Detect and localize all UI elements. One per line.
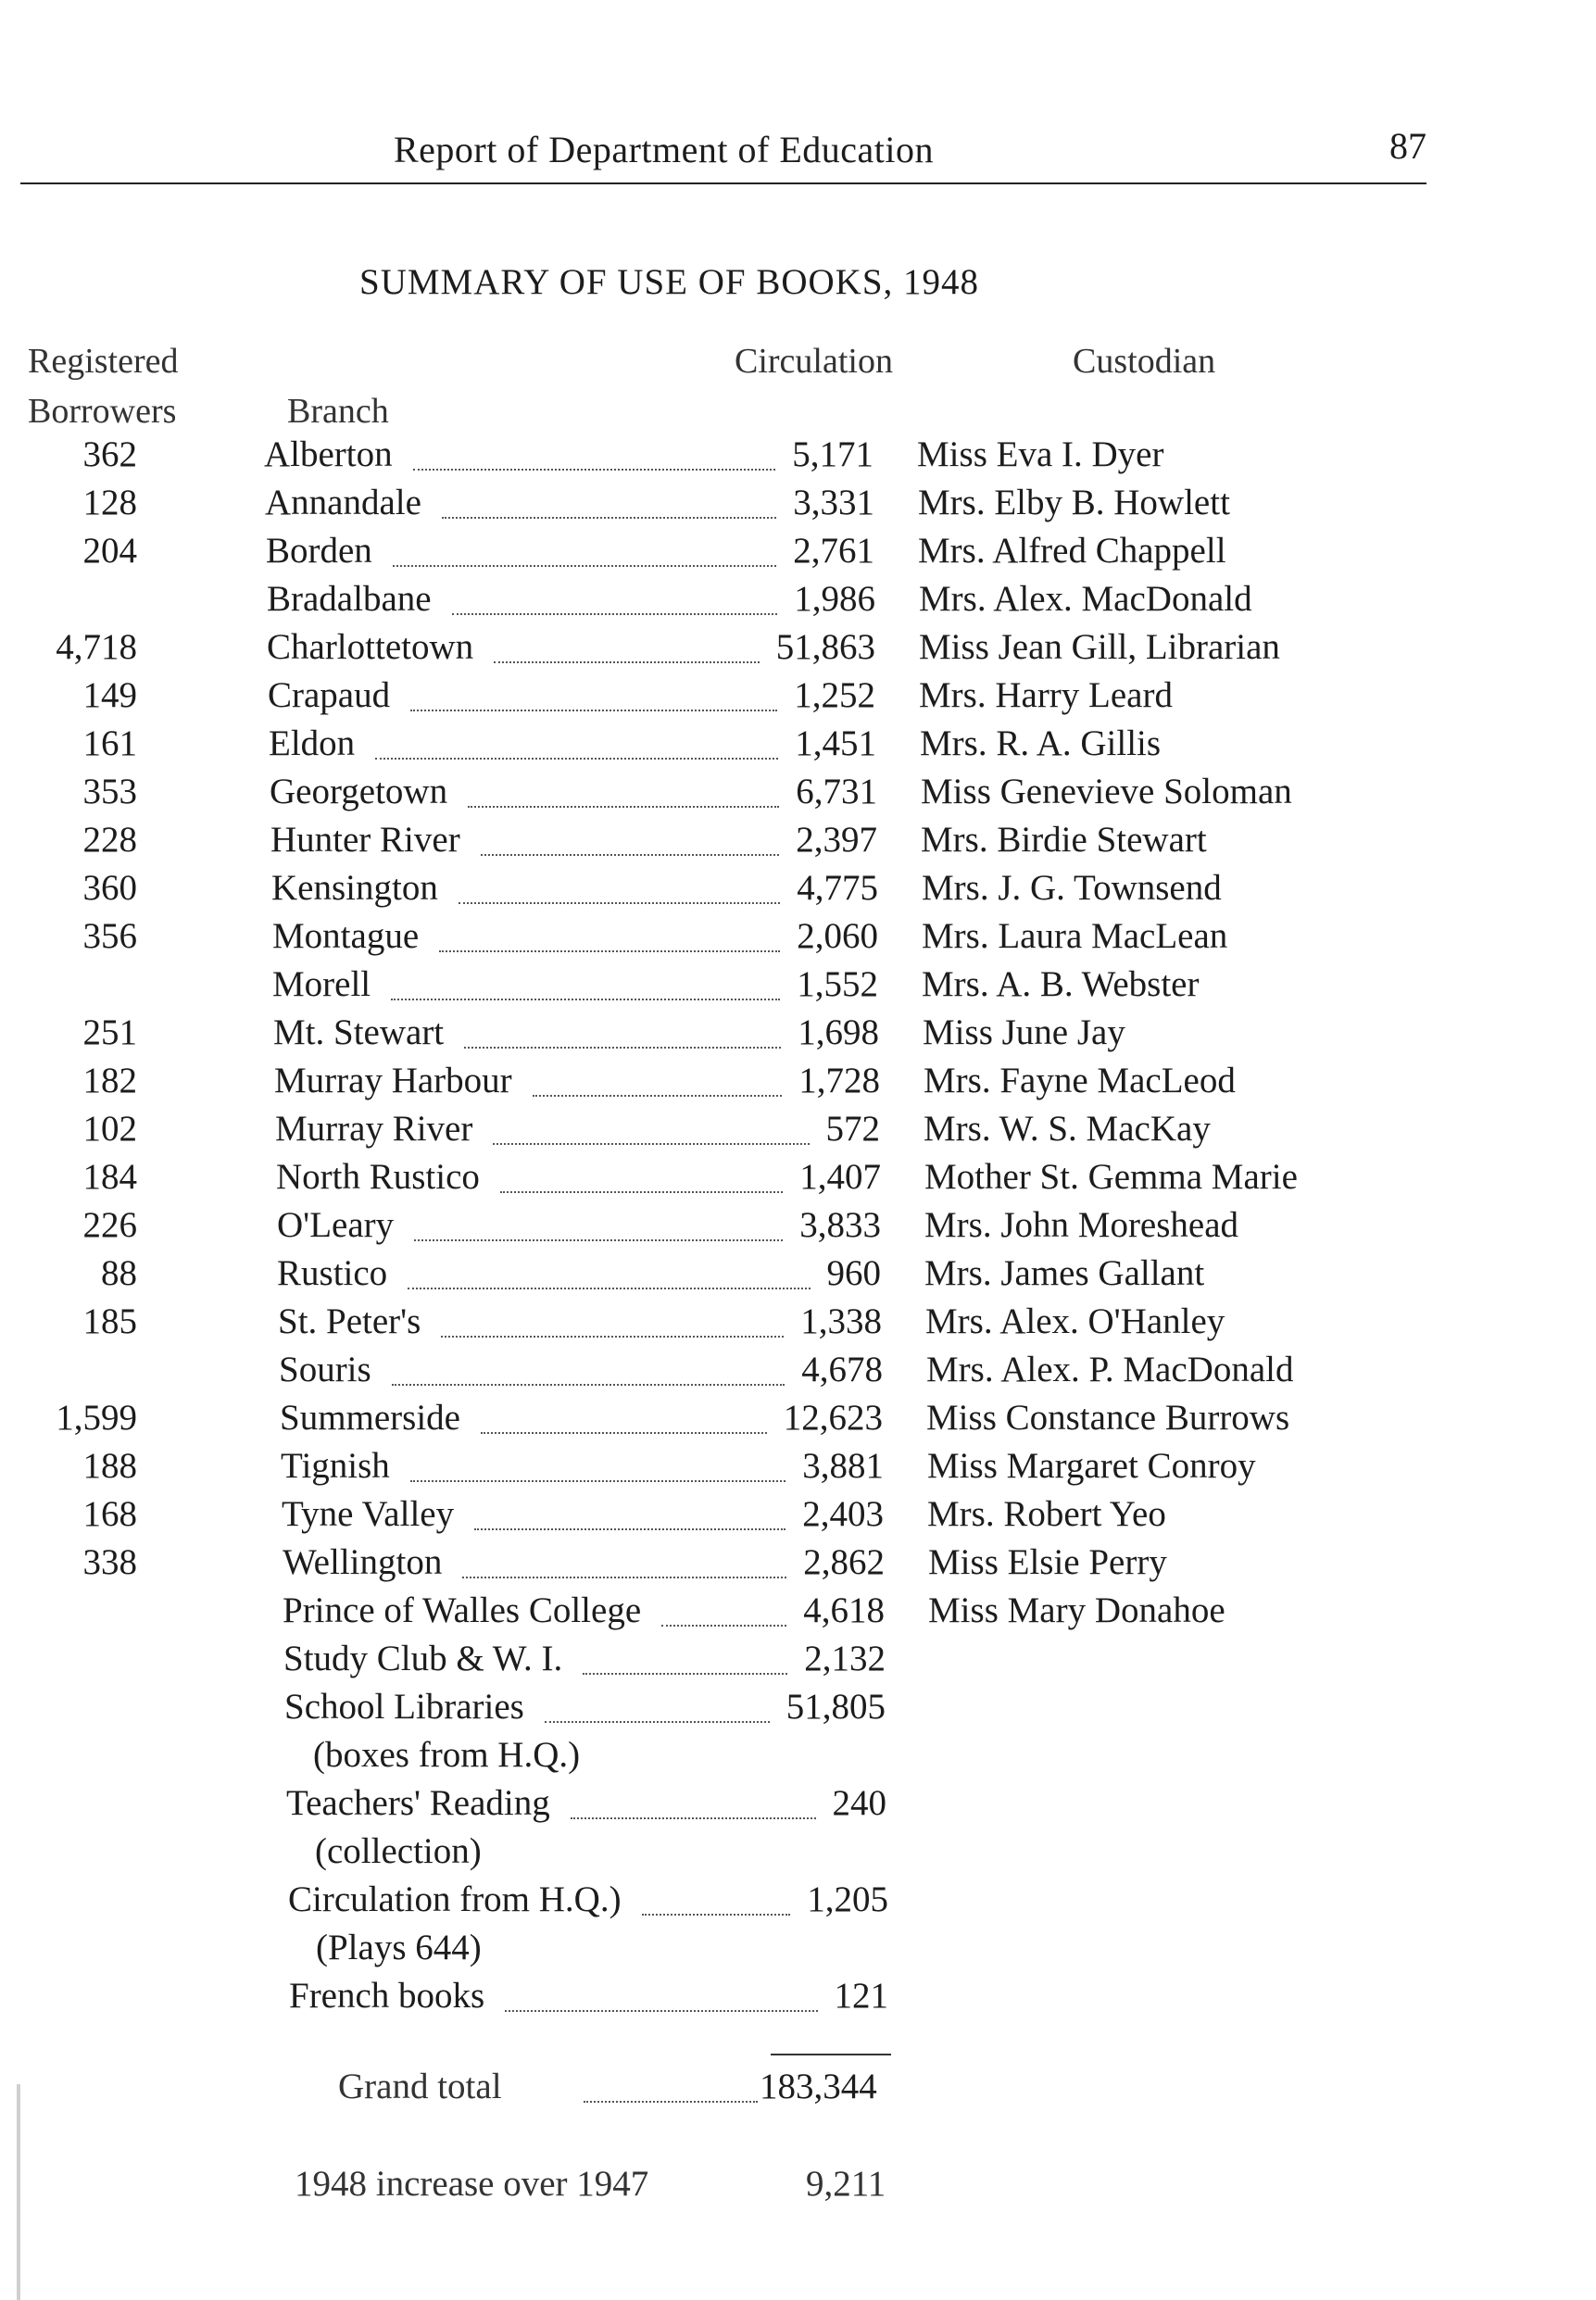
custodian-cell: Mrs. Harry Leard bbox=[919, 675, 1173, 715]
branch-cell: Morell bbox=[272, 964, 371, 1004]
branch-cell: Borden bbox=[266, 531, 372, 571]
table-row bbox=[0, 530, 1596, 578]
branch-cell: Bradalbane bbox=[267, 579, 432, 619]
dot-leader bbox=[468, 806, 779, 808]
custodian-cell: Mrs. Elby B. Howlett bbox=[918, 483, 1230, 522]
dot-leader bbox=[505, 2010, 817, 2012]
branch-cell: Alberton bbox=[264, 434, 393, 474]
table-row bbox=[0, 819, 1596, 867]
circulation-cell: 1,698 bbox=[798, 1012, 879, 1052]
increase-label: 1948 increase over 1947 bbox=[295, 2164, 649, 2204]
column-header-circulation: Circulation bbox=[735, 342, 893, 381]
custodian-cell: Mrs. Alex. O'Hanley bbox=[925, 1301, 1225, 1341]
dot-leader bbox=[452, 613, 778, 615]
circulation-cell: 240 bbox=[832, 1783, 886, 1823]
branch-cell: Georgetown bbox=[270, 772, 448, 811]
branch-cell: Tignish bbox=[281, 1446, 390, 1486]
branch-cell: (Plays 644) bbox=[316, 1928, 482, 1967]
custodian-cell: Miss Elsie Perry bbox=[928, 1542, 1167, 1582]
branch-cell: Eldon bbox=[269, 723, 356, 763]
branch-cell: Wellington bbox=[283, 1542, 443, 1582]
registered-borrowers-cell: 251 bbox=[82, 1012, 137, 1052]
custodian-cell: Miss Constance Burrows bbox=[926, 1398, 1290, 1438]
branch-cell: (collection) bbox=[315, 1831, 482, 1871]
registered-borrowers-cell: 184 bbox=[82, 1157, 137, 1197]
custodian-cell: Mrs. James Gallant bbox=[924, 1253, 1205, 1293]
page-title: SUMMARY OF USE OF BOOKS, 1948 bbox=[359, 262, 980, 302]
circulation-cell: 3,331 bbox=[793, 483, 874, 522]
circulation-cell: 1,728 bbox=[798, 1061, 880, 1100]
circulation-cell: 1,451 bbox=[795, 723, 876, 763]
dot-leader bbox=[391, 999, 780, 1000]
branch-cell: Hunter River bbox=[270, 820, 460, 860]
registered-borrowers-cell: 188 bbox=[82, 1446, 137, 1486]
dot-leader bbox=[661, 1625, 786, 1627]
registered-borrowers-cell: 185 bbox=[82, 1301, 137, 1341]
dot-leader bbox=[375, 758, 778, 760]
circulation-cell: 1,986 bbox=[794, 579, 875, 619]
branch-cell: Teachers' Reading bbox=[286, 1783, 550, 1823]
dot-leader bbox=[481, 854, 780, 856]
custodian-cell: Mrs. John Moreshead bbox=[924, 1205, 1239, 1245]
dot-leader bbox=[464, 1047, 781, 1049]
dot-leader bbox=[441, 1336, 784, 1338]
branch-cell: Murray River bbox=[275, 1109, 473, 1149]
branch-cell: Summerside bbox=[280, 1398, 460, 1438]
custodian-cell: Mrs. Alex. MacDonald bbox=[919, 579, 1252, 619]
custodian-cell: Mrs. Birdie Stewart bbox=[921, 820, 1207, 860]
registered-borrowers-cell: 204 bbox=[82, 531, 137, 571]
branch-cell: Murray Harbour bbox=[274, 1061, 512, 1100]
circulation-cell: 51,805 bbox=[785, 1687, 886, 1727]
registered-borrowers-cell: 228 bbox=[82, 820, 137, 860]
dot-leader bbox=[410, 710, 777, 711]
table-row bbox=[0, 1638, 1596, 1686]
scan-edge-shadow bbox=[17, 2084, 20, 2300]
circulation-cell: 3,881 bbox=[802, 1446, 884, 1486]
registered-borrowers-cell: 182 bbox=[82, 1061, 137, 1100]
branch-cell: O'Leary bbox=[277, 1205, 395, 1245]
table-row bbox=[0, 1830, 1596, 1879]
branch-cell: Souris bbox=[279, 1350, 371, 1389]
column-header-borrowers: Borrowers bbox=[28, 392, 177, 431]
circulation-cell: 1,252 bbox=[794, 675, 875, 715]
registered-borrowers-cell: 226 bbox=[82, 1205, 137, 1245]
table-row bbox=[0, 1493, 1596, 1541]
dot-leader bbox=[392, 1384, 785, 1386]
registered-borrowers-cell: 168 bbox=[82, 1494, 137, 1534]
branch-cell: Montague bbox=[272, 916, 420, 956]
circulation-cell: 1,552 bbox=[797, 964, 878, 1004]
table-row bbox=[0, 1927, 1596, 1975]
custodian-cell: Mrs. Fayne MacLeod bbox=[924, 1061, 1236, 1100]
custodian-cell: Mrs. R. A. Gillis bbox=[920, 723, 1162, 763]
table-row bbox=[0, 1204, 1596, 1252]
dot-leader bbox=[408, 1288, 810, 1289]
table-row bbox=[0, 1349, 1596, 1397]
column-header-branch: Branch bbox=[287, 392, 389, 431]
grand-total-label: Grand total bbox=[338, 2067, 502, 2106]
dot-leader bbox=[462, 1577, 786, 1578]
custodian-cell: Mrs. W. S. MacKay bbox=[924, 1109, 1211, 1149]
registered-borrowers-cell: 102 bbox=[82, 1109, 137, 1149]
circulation-cell: 2,761 bbox=[793, 531, 874, 571]
column-header-custodian: Custodian bbox=[1073, 342, 1216, 381]
circulation-cell: 4,618 bbox=[803, 1590, 885, 1630]
registered-borrowers-cell: 161 bbox=[82, 723, 137, 763]
branch-cell: Annandale bbox=[265, 483, 421, 522]
circulation-cell: 6,731 bbox=[796, 772, 877, 811]
branch-cell: Kensington bbox=[271, 868, 438, 908]
table-row bbox=[0, 578, 1596, 626]
dot-leader bbox=[439, 950, 780, 952]
registered-borrowers-cell: 362 bbox=[82, 434, 137, 474]
table-row bbox=[0, 1686, 1596, 1734]
branch-cell: St. Peter's bbox=[278, 1301, 421, 1341]
column-header-registered: Registered bbox=[28, 342, 179, 381]
registered-borrowers-cell: 4,718 bbox=[56, 627, 137, 667]
table-row bbox=[0, 963, 1596, 1012]
table-row bbox=[0, 674, 1596, 723]
table-row bbox=[0, 1734, 1596, 1782]
custodian-cell: Miss Mary Donahoe bbox=[928, 1590, 1225, 1630]
branch-cell: Rustico bbox=[277, 1253, 388, 1293]
table-row bbox=[0, 771, 1596, 819]
branch-cell: Charlottetown bbox=[267, 627, 474, 667]
branch-cell: Tyne Valley bbox=[282, 1494, 455, 1534]
table-row bbox=[0, 1397, 1596, 1445]
custodian-cell: Mother St. Gemma Marie bbox=[924, 1157, 1298, 1197]
custodian-cell: Miss June Jay bbox=[923, 1012, 1125, 1052]
dot-leader bbox=[545, 1721, 770, 1723]
circulation-cell: 4,678 bbox=[801, 1350, 883, 1389]
dot-leader bbox=[481, 1432, 767, 1434]
table-row bbox=[0, 1541, 1596, 1590]
table-row bbox=[0, 1156, 1596, 1204]
circulation-cell: 2,132 bbox=[804, 1639, 886, 1678]
circulation-cell: 5,171 bbox=[792, 434, 873, 474]
grand-total-leader bbox=[584, 2101, 758, 2103]
dot-leader bbox=[442, 517, 776, 519]
branch-cell: Mt. Stewart bbox=[273, 1012, 445, 1052]
running-head: Report of Department of Education bbox=[394, 129, 934, 170]
header-rule bbox=[20, 182, 1426, 184]
table-row bbox=[0, 1782, 1596, 1830]
page-number: 87 bbox=[1389, 125, 1426, 167]
circulation-cell: 2,060 bbox=[797, 916, 878, 956]
circulation-cell: 3,833 bbox=[799, 1205, 881, 1245]
circulation-cell: 1,407 bbox=[799, 1157, 881, 1197]
circulation-cell: 572 bbox=[825, 1109, 880, 1149]
dot-leader bbox=[494, 661, 760, 663]
dot-leader bbox=[474, 1528, 785, 1530]
branch-cell: French books bbox=[289, 1976, 485, 2016]
branch-cell: Study Club & W. I. bbox=[283, 1639, 563, 1678]
custodian-cell: Mrs. Laura MacLean bbox=[922, 916, 1228, 956]
table-row bbox=[0, 1879, 1596, 1927]
branch-cell: (boxes from H.Q.) bbox=[313, 1735, 581, 1775]
circulation-cell: 2,397 bbox=[796, 820, 877, 860]
dot-leader bbox=[533, 1095, 783, 1097]
table-row bbox=[0, 1590, 1596, 1638]
circulation-cell: 2,403 bbox=[802, 1494, 884, 1534]
registered-borrowers-cell: 356 bbox=[82, 916, 137, 956]
circulation-cell: 1,338 bbox=[800, 1301, 882, 1341]
table-row bbox=[0, 867, 1596, 915]
registered-borrowers-cell: 88 bbox=[101, 1253, 137, 1293]
custodian-cell: Mrs. Alfred Chappell bbox=[918, 531, 1226, 571]
circulation-cell: 12,623 bbox=[783, 1398, 883, 1438]
registered-borrowers-cell: 338 bbox=[82, 1542, 137, 1582]
table-row bbox=[0, 1975, 1596, 2023]
table-row bbox=[0, 723, 1596, 771]
circulation-cell: 2,862 bbox=[803, 1542, 885, 1582]
increase-value: 9,211 bbox=[806, 2164, 886, 2204]
table-row bbox=[0, 1012, 1596, 1060]
table-row bbox=[0, 1252, 1596, 1301]
registered-borrowers-cell: 128 bbox=[82, 483, 137, 522]
custodian-cell: Mrs. J. G. Townsend bbox=[922, 868, 1222, 908]
table-row bbox=[0, 1060, 1596, 1108]
custodian-cell: Mrs. Robert Yeo bbox=[927, 1494, 1166, 1534]
dot-leader bbox=[413, 469, 776, 471]
custodian-cell: Mrs. A. B. Webster bbox=[922, 964, 1200, 1004]
registered-borrowers-cell: 360 bbox=[82, 868, 137, 908]
grand-total-value: 183,344 bbox=[760, 2067, 877, 2106]
branch-cell: Circulation from H.Q.) bbox=[288, 1879, 622, 1919]
table-row bbox=[0, 482, 1596, 530]
branch-cell: North Rustico bbox=[276, 1157, 480, 1197]
circulation-cell: 960 bbox=[826, 1253, 881, 1293]
branch-cell: School Libraries bbox=[284, 1687, 524, 1727]
registered-borrowers-cell: 1,599 bbox=[56, 1398, 137, 1438]
circulation-cell: 4,775 bbox=[797, 868, 878, 908]
table-row bbox=[0, 626, 1596, 674]
dot-leader bbox=[642, 1914, 791, 1916]
circulation-cell: 51,863 bbox=[775, 627, 875, 667]
dot-leader bbox=[459, 902, 780, 904]
branch-cell: Prince of Walles College bbox=[283, 1590, 642, 1630]
registered-borrowers-cell: 353 bbox=[82, 772, 137, 811]
custodian-cell: Miss Eva I. Dyer bbox=[917, 434, 1164, 474]
dot-leader bbox=[493, 1143, 809, 1145]
dot-leader bbox=[500, 1191, 783, 1193]
table-row bbox=[0, 1108, 1596, 1156]
table-row bbox=[0, 1445, 1596, 1493]
dot-leader bbox=[414, 1239, 783, 1241]
branch-cell: Crapaud bbox=[268, 675, 391, 715]
dot-leader bbox=[410, 1480, 785, 1482]
circulation-cell: 121 bbox=[834, 1976, 888, 2016]
custodian-cell: Miss Genevieve Soloman bbox=[921, 772, 1292, 811]
custodian-cell: Miss Jean Gill, Librarian bbox=[919, 627, 1280, 667]
dot-leader bbox=[393, 565, 776, 567]
dot-leader bbox=[583, 1673, 787, 1675]
registered-borrowers-cell: 149 bbox=[82, 675, 137, 715]
table-row bbox=[0, 1301, 1596, 1349]
table-row bbox=[0, 915, 1596, 963]
sum-rule bbox=[771, 2054, 891, 2055]
table-row bbox=[0, 434, 1596, 482]
dot-leader bbox=[571, 1817, 816, 1819]
custodian-cell: Miss Margaret Conroy bbox=[927, 1446, 1256, 1486]
custodian-cell: Mrs. Alex. P. MacDonald bbox=[926, 1350, 1294, 1389]
circulation-cell: 1,205 bbox=[807, 1879, 888, 1919]
